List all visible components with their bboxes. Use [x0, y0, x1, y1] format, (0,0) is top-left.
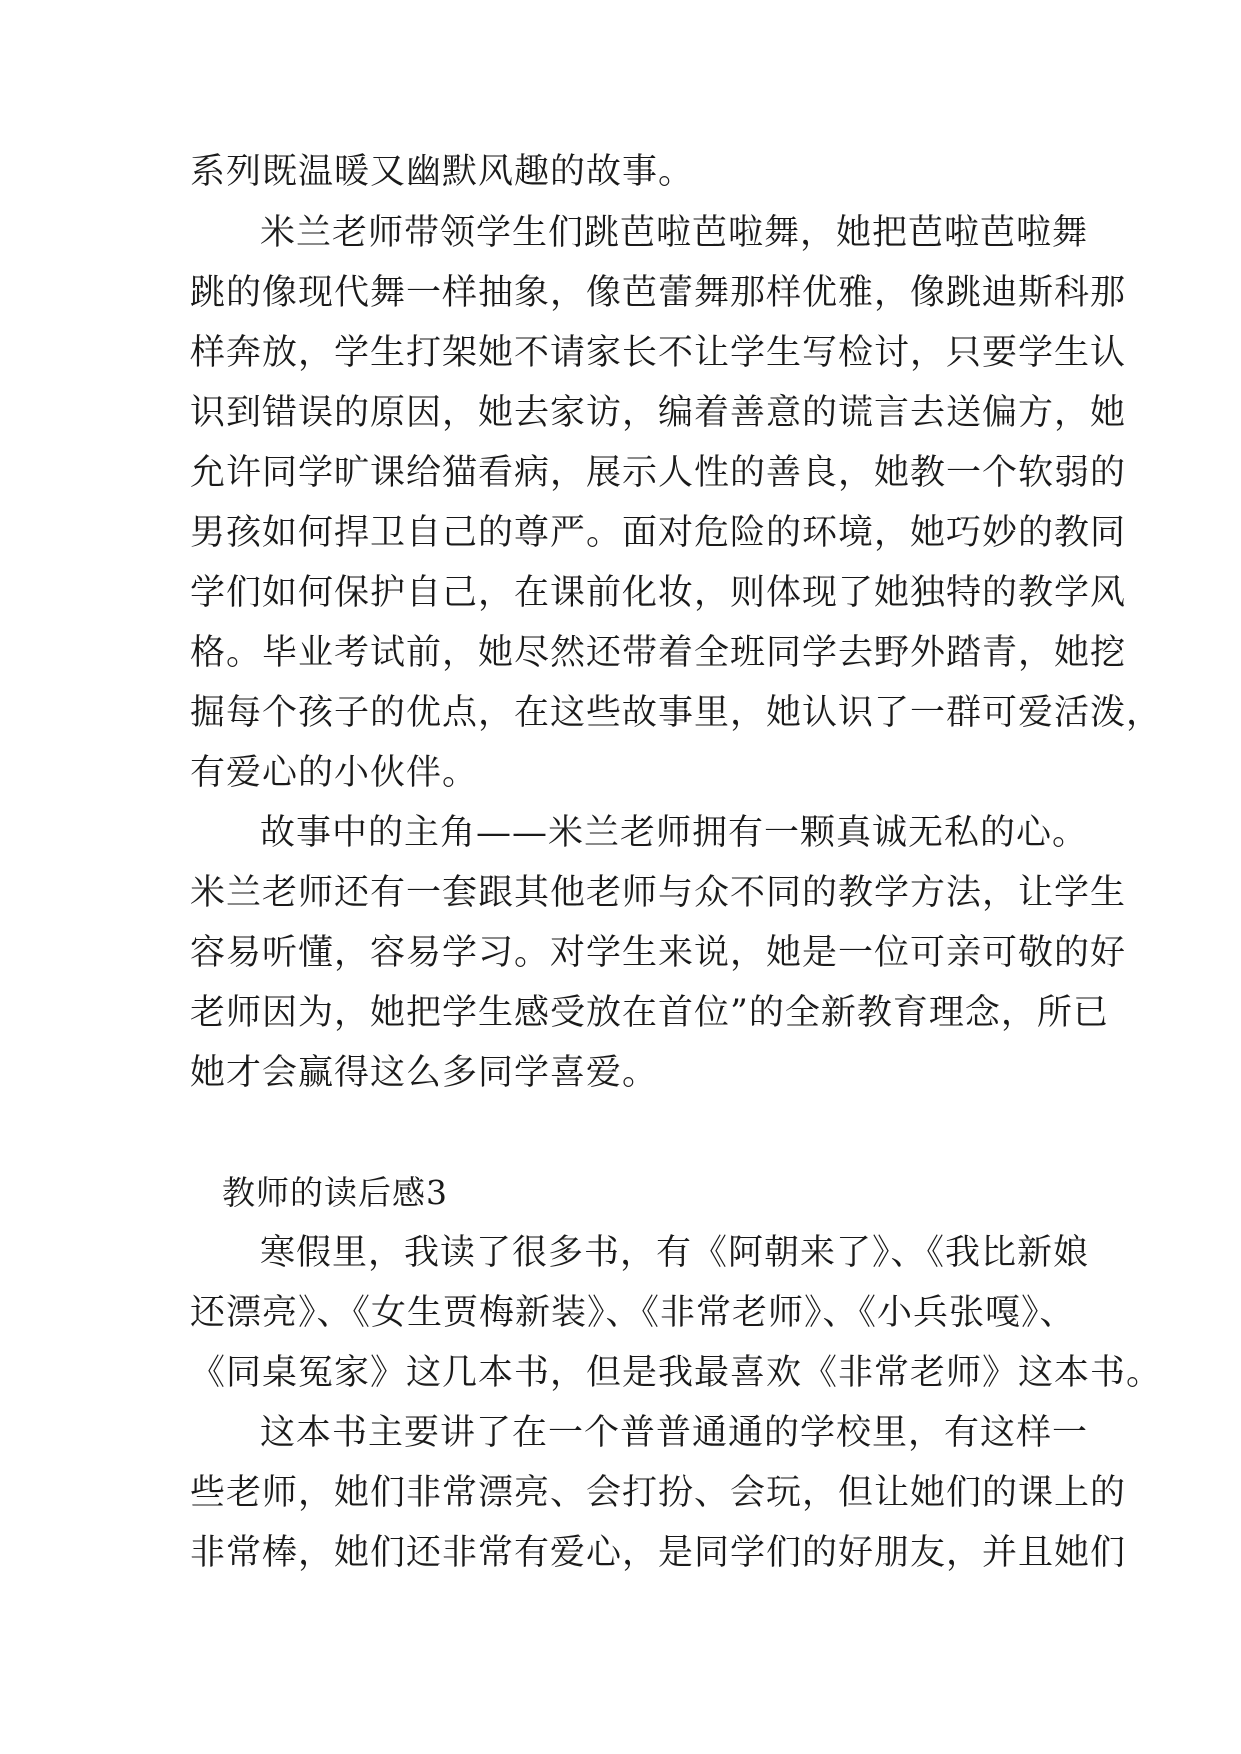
paragraph-line: 识到错误的原因，她去家访，编着善意的谎言去送偏方，她 [190, 393, 1127, 433]
paragraph-line: 允许同学旷课给猫看病，展示人性的善良，她教一个软弱的 [190, 453, 1127, 493]
paragraph-line: 格。毕业考试前，她尽然还带着全班同学去野外踏青，她挖 [190, 633, 1127, 673]
paragraph-line: 非常棒，她们还非常有爱心，是同学们的好朋友，并且她们 [190, 1533, 1127, 1573]
paragraph-line: 系列既温暖又幽默风趣的故事。 [190, 152, 695, 192]
paragraph-line: 这本书主要讲了在一个普普通通的学校里，有这样一 [260, 1413, 1089, 1453]
paragraph-line: 学们如何保护自己，在课前化妆，则体现了她独特的教学风 [190, 573, 1127, 613]
paragraph-line: 老师因为，她把学生感受放在首位”的全新教育理念，所已 [190, 993, 1109, 1033]
paragraph-line: 有爱心的小伙伴。 [190, 753, 479, 793]
section-heading: 教师的读后感3 [222, 1173, 448, 1212]
paragraph-line: 米兰老师还有一套跟其他老师与众不同的教学方法，让学生 [190, 873, 1127, 913]
paragraph-line: 掘每个孩子的优点，在这些故事里，她认识了一群可爱活泼， [190, 693, 1163, 733]
paragraph-line: 样奔放，学生打架她不请家长不让学生写检讨，只要学生认 [190, 333, 1127, 373]
paragraph-line: 寒假里，我读了很多书，有《阿朝来了》、《我比新娘 [260, 1233, 1090, 1273]
paragraph-line: 她才会赢得这么多同学喜爱。 [190, 1053, 659, 1093]
paragraph-line: 些老师，她们非常漂亮、会打扮、会玩，但让她们的课上的 [190, 1473, 1127, 1513]
paragraph-line: 容易听懂，容易学习。对学生来说，她是一位可亲可敬的好 [190, 933, 1127, 973]
paragraph-line: 还漂亮》、《女生贾梅新装》、《非常老师》、《小兵张嘎》、 [190, 1293, 1076, 1333]
paragraph-line: 米兰老师带领学生们跳芭啦芭啦舞，她把芭啦芭啦舞 [260, 213, 1089, 253]
paragraph-line: 故事中的主角——米兰老师拥有一颗真诚无私的心。 [260, 813, 1089, 853]
paragraph-line: 跳的像现代舞一样抽象，像芭蕾舞那样优雅，像跳迪斯科那 [190, 273, 1127, 313]
paragraph-line: 《同桌冤家》这几本书，但是我最喜欢《非常老师》这本书。 [190, 1353, 1163, 1393]
paragraph-line: 男孩如何捍卫自己的尊严。面对危险的环境，她巧妙的教同 [190, 513, 1127, 553]
